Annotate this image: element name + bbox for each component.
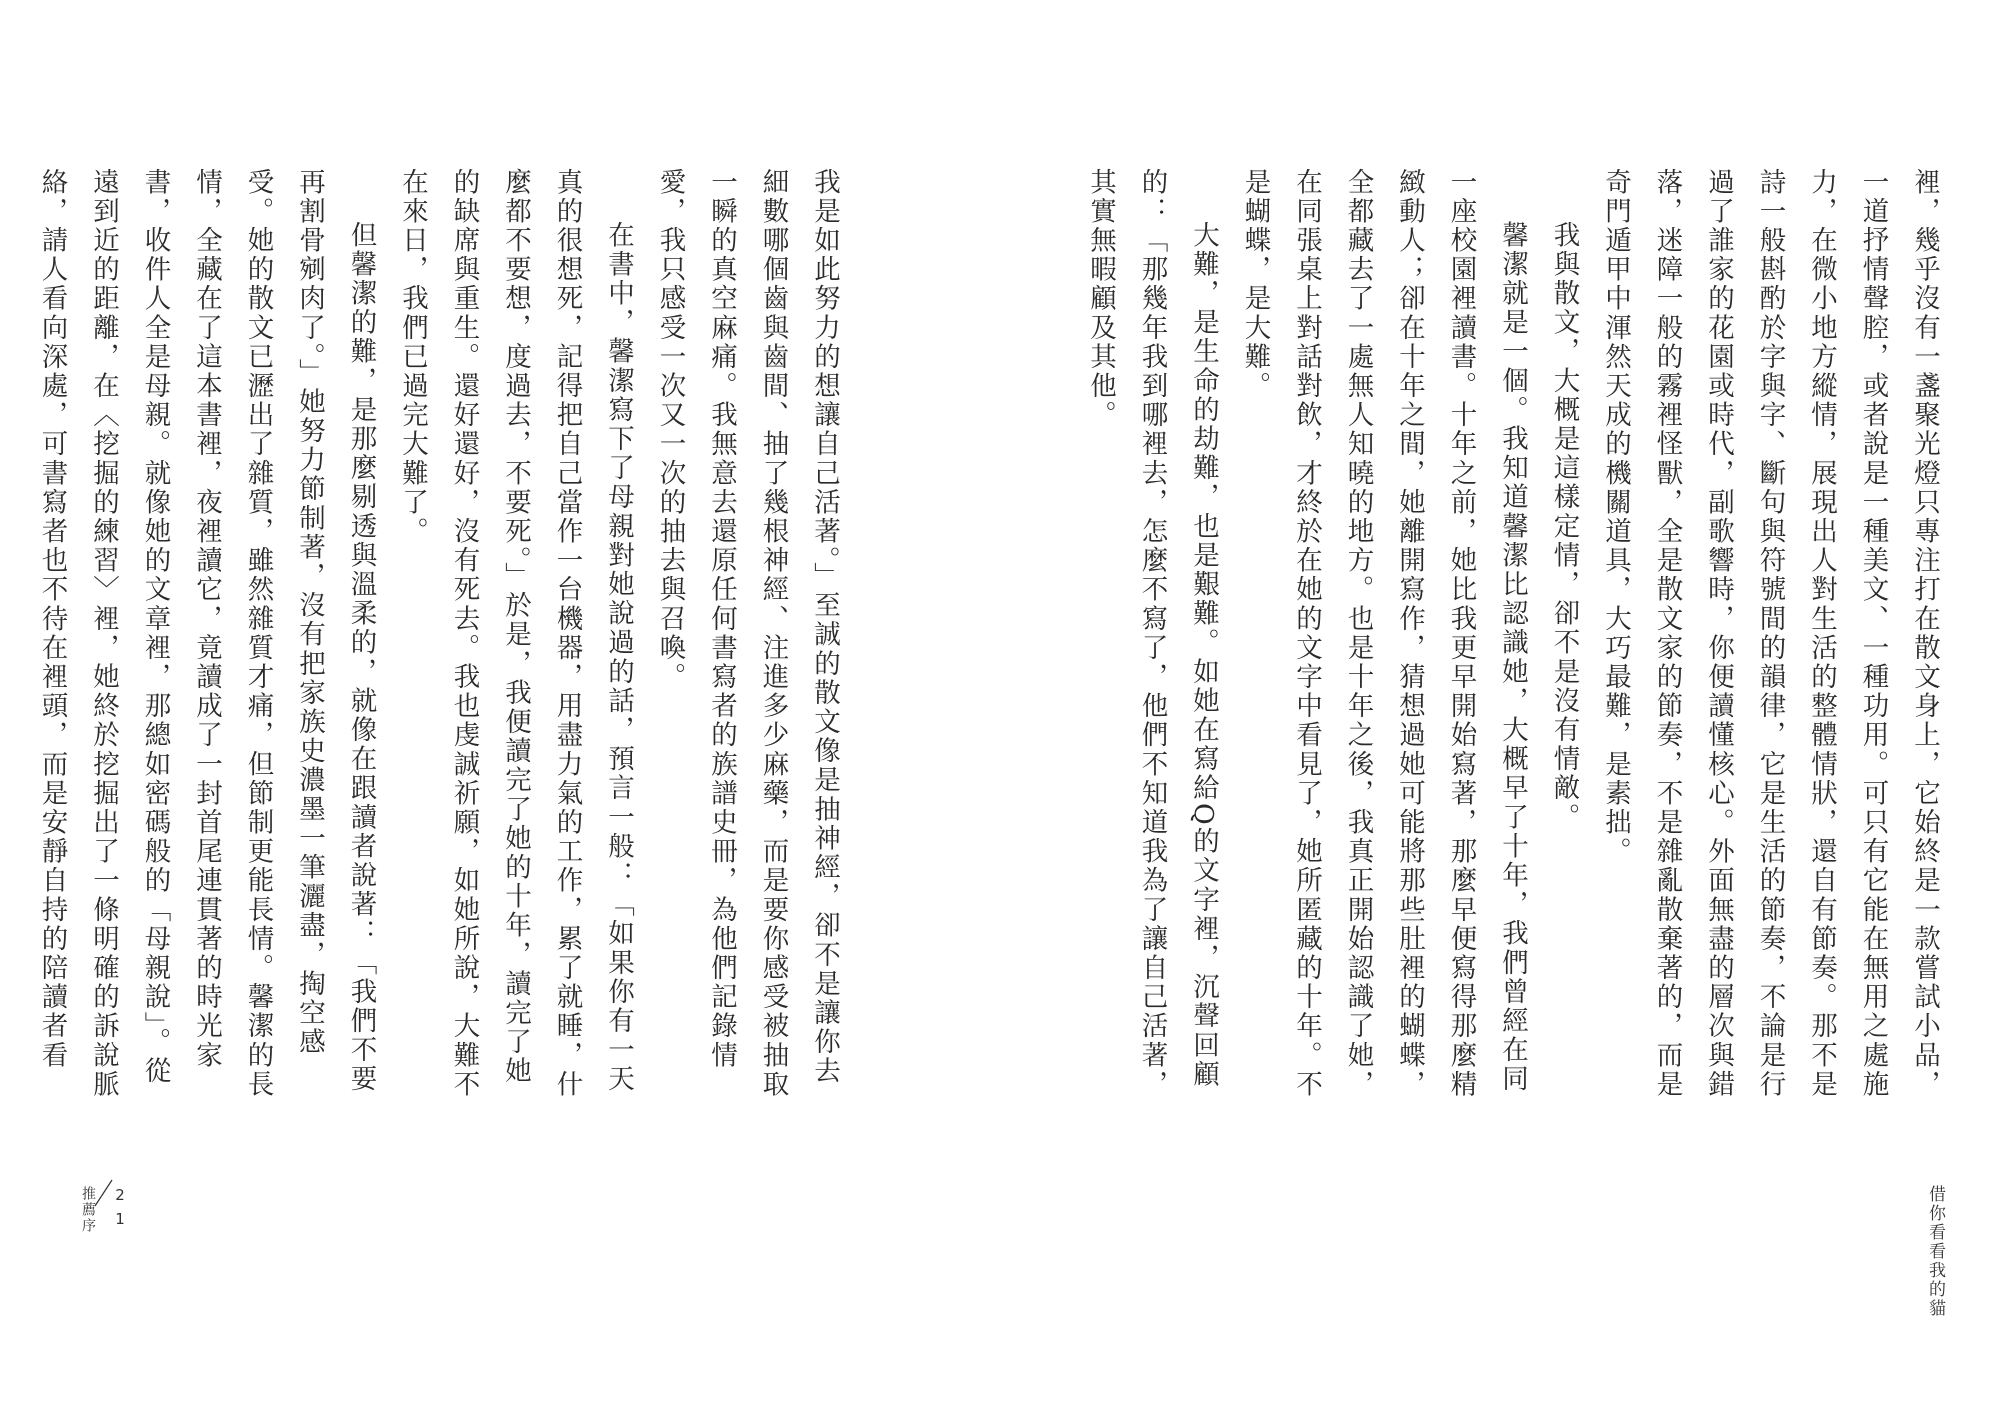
folio-block (72, 1176, 132, 1256)
running-title: 借你看看我的貓 (1925, 1185, 1945, 1318)
paragraph: 我與散文，大概是這樣定情，卻不是沒有情敵。 (1548, 221, 1580, 833)
paragraph: 馨潔就是一個。我知道馨潔比認識她，大概早了十年，我們曾經在同一座校園裡讀書。十年之前，她比我更早開始寫著，那麼早便寫得那麼精緻動人；卻在十年之間，她離開寫作，猜想過她可能將那些肚裡的蝴蝶，全都藏去了一處無人知曉的地方。也是十年之後，我真正開始認識了她，在同張桌上對話對飲，才終於在她的文字中看見了，她所匿藏的十年。不是蝴蝶，是大難。 (1239, 168, 1528, 1100)
section-label: 推薦序 (80, 1186, 96, 1234)
paragraph: 我是如此努力的想讓自己活著。」至誠的散文像是抽神經，卻不是讓你去細數哪個齒與齒間、抽了幾根神經、注進多少麻藥，而是要你感受被抽取一瞬的真空麻痛。我無意去還原任何書寫者的族譜史冊，為他們記錄情愛，我只感受一次又一次的抽去與召喚。 (654, 168, 840, 1100)
paragraph: 大難，是生命的劫難，也是艱難。如她在寫給Q的文字裡，沉聲回顧的：「那幾年我到哪裡去，怎麼不寫了，他們不知道我為了讓自己活著，其實無暇顧及其他。 (1085, 168, 1219, 1100)
paragraph: 在書中，馨潔寫下了母親對她說過的話，預言一般：「如果你有一天真的很想死，記得把自己當作一台機器，用盡力氣的工作，累了就睡，什麼都不要想，度過去，不要死。」於是，我便讀完了她的十年，讀完了她的缺席與重生。還好還好，沒有死去。我也虔誠祈願，如她所說，大難不在來日，我們已過完大難了。 (397, 168, 634, 1100)
right-page (1000, 0, 2000, 1419)
left-page-text (20, 168, 850, 1108)
page-number: 21 (111, 1186, 129, 1234)
right-page-text (1085, 168, 1950, 1108)
paragraph: 裡，幾乎沒有一盞聚光燈只專注打在散文身上，它始終是一款嘗試小品，一道抒情聲腔，或者說是一種美文、一種功用。可只有它能在無用之處施力，在微小地方縱情，展現出人對生活的整體情狀，還自有節奏。那不是詩一般斟酌於字與字、斷句與符號間的韻律，它是生活的節奏，不論是行過了誰家的花園或時代，副歌響時，你便讀懂核心。外面無盡的層次與錯落，迷障一般的霧裡怪獸，全是散文家的節奏，不是雜亂散棄著的，而是奇門遁甲中渾然天成的機關道具，大巧最難，是素拙。 (1600, 168, 1940, 1100)
paragraph: 但馨潔的難，是那麼剔透與溫柔的，就像在跟讀者說著：「我們不要再割骨剜肉了。」她努力節制著，沒有把家族史濃墨一筆灑盡，掏空感受。她的散文已瀝出了雜質，雖然雜質才痛，但節制更能長情。馨潔的長情，全藏在了這本書裡，夜裡讀它，竟讀成了一封首尾連貫著的時光家書，收件人全是母親。就像她的文章裡，那總如密碼般的「母親說」。從遠到近的距離，在〈挖掘的練習〉裡，她終於挖掘出了一條明確的訴說脈絡，請人看向深處，可書寫者也不待在裡頭，而是安靜自持的陪讀者看 (36, 168, 377, 1100)
